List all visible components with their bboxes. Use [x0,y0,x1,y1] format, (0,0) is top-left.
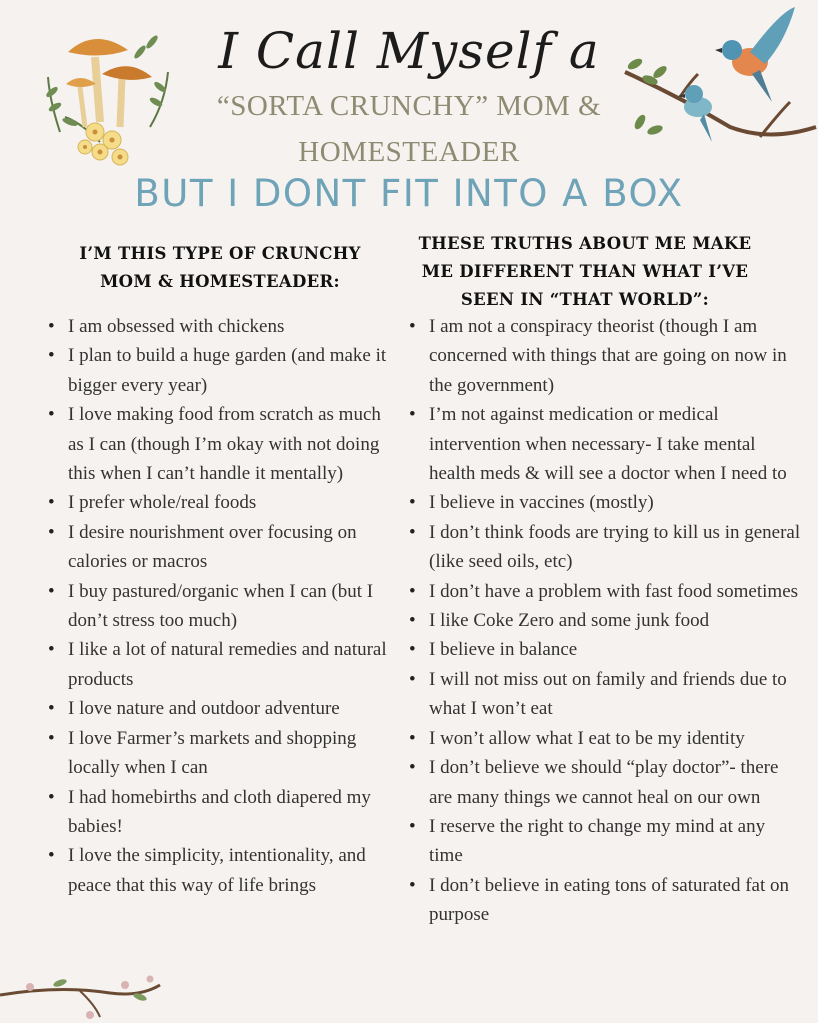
list-item: • I don’t think foods are trying to kill us in general (like seed oils, etc) [409,518,801,577]
left-column-heading [62,240,378,296]
list-item: • I am obsessed with chickens [48,312,398,341]
list-item: • I don’t believe in eating tons of saturated fat on purpose [409,871,801,930]
list-item: • I buy pastured/organic when I can (but I don’t stress too much) [48,577,398,636]
title-highlight-line: BUT I DONT FIT INTO A BOX [134,172,684,215]
list-item: • I prefer whole/real foods [48,488,398,517]
left-column-list [48,312,398,900]
list-item: • I will not miss out on family and friends due to what I won’t eat [409,665,801,724]
list-item: • I plan to build a huge garden (and make it bigger every year) [48,341,398,400]
list-item: • I love nature and outdoor adventure [48,694,398,723]
list-item: • I don’t have a problem with fast food sometimes [409,577,801,606]
list-item: • I am not a conspiracy theorist (though I am concerned with things that are going on now in the government) [409,312,801,400]
title-script-line: I Call Myself a [218,22,600,80]
list-item: • I believe in balance [409,635,801,664]
list-item: • I love the simplicity, intentionality, and peace that this way of life brings [48,841,398,900]
list-item: • I reserve the right to change my mind at any time [409,812,801,871]
title-homesteader-line: HOMESTEADER [298,136,520,168]
list-item: • I desire nourishment over focusing on calories or macros [48,518,398,577]
left-heading-line: I’M THIS TYPE OF CRUNCHY [79,244,361,263]
right-column-heading [410,230,760,314]
left-heading-line: MOM & HOMESTEADER: [100,272,340,291]
right-column-list [409,312,801,930]
list-item: • I’m not against medication or medical intervention when necessary- I take mental health meds & will see a doctor when I need to [409,400,801,488]
title-subtitle-line: “SORTA CRUNCHY” MOM & [216,90,602,122]
list-item: • I love Farmer’s markets and shopping locally when I can [48,724,398,783]
list-item: • I had homebirths and cloth diapered my babies! [48,783,398,842]
list-item: • I won’t allow what I eat to be my identity [409,724,801,753]
list-item: • I love making food from scratch as much as I can (though I’m okay with not doing this when I can’t handle it mentally) [48,400,398,488]
list-item: • I like Coke Zero and some junk food [409,606,801,635]
right-heading-line: THESE TRUTHS ABOUT ME MAKE [418,234,752,253]
list-item: • I believe in vaccines (mostly) [409,488,801,517]
branch-illustration [0,965,170,1023]
list-item: • I like a lot of natural remedies and natural products [48,635,398,694]
right-heading-line: ME DIFFERENT THAN WHAT I’VE [421,262,749,281]
list-item: • I don’t believe we should “play doctor”- there are many things we cannot heal on our own [409,753,801,812]
right-heading-line: SEEN IN “THAT WORLD”: [460,290,710,309]
